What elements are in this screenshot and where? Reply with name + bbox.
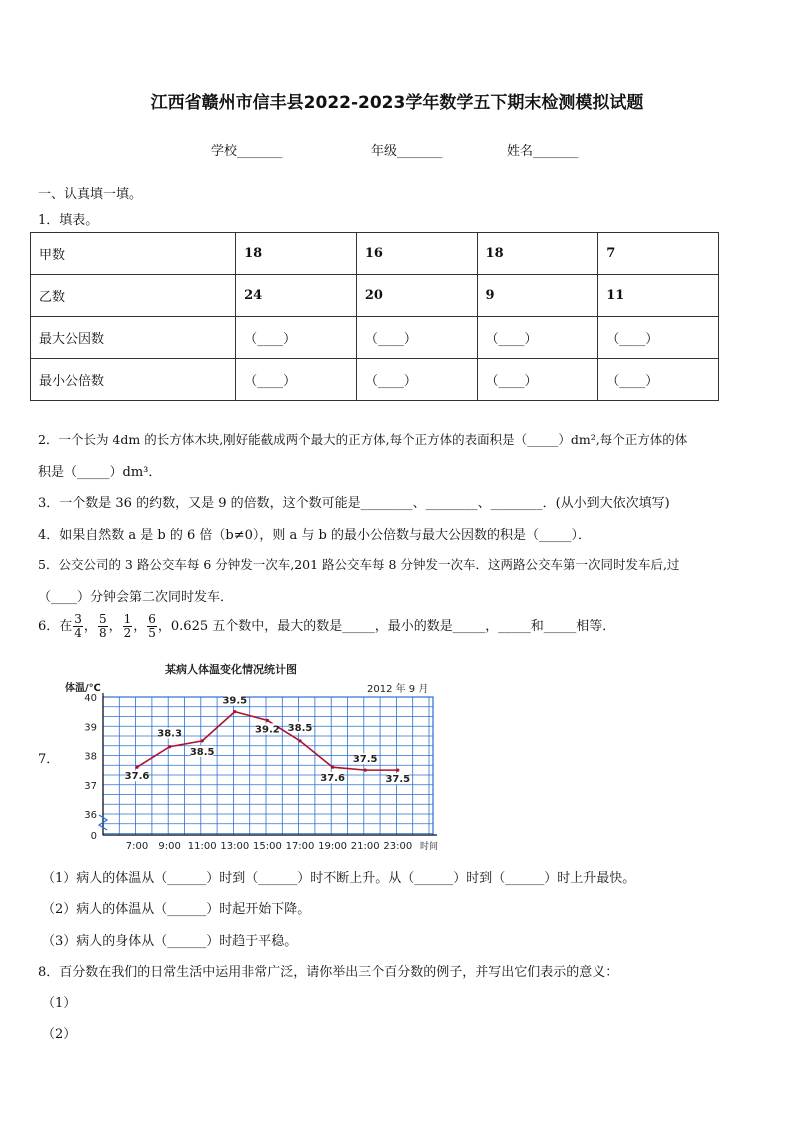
denominator: 8: [98, 626, 107, 640]
x-tick-label: 11:00: [187, 841, 217, 852]
data-label: 37.5: [352, 754, 378, 766]
question-1-label: 1．填表。: [38, 213, 99, 228]
answer-blank[interactable]: （____）: [598, 359, 719, 401]
denominator: 4: [74, 626, 82, 640]
separator: ，: [83, 619, 97, 634]
fraction: [123, 613, 133, 640]
table-cell: 20: [356, 275, 477, 317]
row-head: 最小公倍数: [31, 359, 236, 401]
question-2-line2: 积是（_____）dm³．: [38, 465, 162, 480]
numerator: 3: [74, 612, 82, 626]
question-8-item2: （2）: [42, 1027, 77, 1042]
question-5-line2: （____）分钟会第二次同时发车．: [38, 590, 234, 605]
data-label: 37.6: [320, 773, 345, 785]
data-label: 39.2: [255, 724, 280, 736]
fill-table: [30, 232, 719, 401]
grade-field: 年级_______: [371, 144, 443, 159]
data-point: [201, 739, 204, 742]
x-tick-label: 17:00: [285, 841, 315, 852]
table-cell: 9: [477, 275, 598, 317]
question-7-label: 7．: [38, 752, 60, 767]
data-point: [168, 745, 171, 748]
row-head: 乙数: [31, 275, 236, 317]
x-axis-label: 时间: [420, 842, 439, 852]
numerator: 5: [98, 612, 107, 626]
question-8: 8．百分数在我们的日常生活中运用非常广泛，请你举出三个百分数的例子，并写出它们表示的意义：: [38, 965, 619, 980]
table-cell: 18: [477, 233, 598, 275]
question-6-prefix: 6．在: [38, 619, 73, 634]
temperature-chart: [55, 660, 455, 855]
data-labels: [125, 695, 411, 786]
question-5-line1: 5．公交公司的 3 路公交车每 6 分钟发一次车,201 路公交车每 8 分钟发一次车．这两路公交车第一次同时发车后,过: [38, 557, 680, 572]
x-tick-label: 7:00: [125, 841, 149, 852]
data-label: 37.6: [124, 771, 150, 783]
y-tick-label: 39: [84, 722, 97, 734]
school-field: 学校_______: [211, 144, 283, 159]
answer-blank[interactable]: （____）: [356, 359, 477, 401]
y-tick-label: 40: [84, 693, 97, 704]
y-ticks: [84, 693, 97, 842]
fraction: [73, 613, 83, 640]
table-row: [31, 233, 719, 275]
separator: ，: [108, 619, 122, 634]
question-7-sub1: （1）病人的体温从（______）时到（______）时不断上升。从（______）时到（______）时上升最快。: [42, 871, 636, 886]
data-label: 38.3: [157, 728, 182, 740]
table-cell: 7: [598, 233, 719, 275]
y-tick-label: 37: [84, 780, 97, 792]
y-tick-label: 0: [90, 831, 97, 842]
data-point: [396, 769, 399, 772]
question-3: 3．一个数是 36 的约数，又是 9 的倍数，这个数可能是________、________、________．(从小到大依次填写): [38, 496, 670, 511]
name-field: 姓名_______: [507, 144, 579, 159]
x-tick-label: 21:00: [350, 841, 380, 852]
answer-blank[interactable]: （____）: [356, 317, 477, 359]
table-cell: 16: [356, 233, 477, 275]
answer-blank[interactable]: （____）: [236, 359, 357, 401]
data-point: [331, 766, 334, 769]
chart-grid: [99, 693, 437, 835]
question-6: [38, 613, 615, 640]
data-point: [298, 739, 301, 742]
table-row: [31, 359, 719, 401]
row-head: 甲数: [31, 233, 236, 275]
y-axis-label: 体温/℃: [65, 683, 101, 694]
data-label: 37.5: [385, 774, 411, 786]
y-tick-label: 36: [84, 810, 97, 821]
denominator: 2: [123, 626, 132, 640]
answer-blank[interactable]: （____）: [236, 317, 357, 359]
data-point: [135, 766, 138, 769]
numerator: 1: [123, 612, 132, 626]
fraction: [98, 613, 108, 640]
section-heading: 一、认真填一填。: [38, 187, 143, 202]
table-row: [31, 317, 719, 359]
axis-break: [99, 815, 107, 830]
numerator: 6: [148, 612, 156, 626]
answer-blank[interactable]: （____）: [477, 317, 598, 359]
question-6-suffix: ，0.625 五个数中，最大的数是_____，最小的数是_____，_____和_____相等．: [157, 619, 616, 634]
data-label: 39.5: [222, 695, 248, 707]
y-tick-label: 38: [84, 751, 97, 763]
x-tick-label: 13:00: [220, 841, 250, 852]
x-tick-label: 19:00: [318, 841, 348, 852]
data-point: [266, 719, 269, 722]
x-tick-label: 9:00: [158, 841, 181, 852]
separator: ，: [133, 619, 147, 634]
chart-date: 2012 年 9 月: [367, 684, 429, 695]
question-7-sub2: （2）病人的体温从（______）时起开始下降。: [42, 902, 311, 917]
answer-blank[interactable]: （____）: [598, 317, 719, 359]
row-head: 最大公因数: [31, 317, 236, 359]
x-ticks: [126, 841, 412, 852]
question-2-line1: 2．一个长为 4dm 的长方体木块,刚好能截成两个最大的正方体,每个正方体的表面积是（_____）dm²,每个正方体的体: [38, 432, 688, 447]
table-cell: 11: [598, 275, 719, 317]
chart-title: 某病人体温变化情况统计图: [165, 663, 297, 676]
x-tick-label: 15:00: [252, 841, 282, 852]
x-tick-label: 23:00: [383, 841, 413, 852]
question-8-item1: （1）: [42, 996, 77, 1011]
table-cell: 18: [236, 233, 357, 275]
question-7-sub3: （3）病人的身体从（______）时趋于平稳。: [42, 934, 298, 949]
data-point: [233, 710, 236, 713]
data-point: [364, 769, 367, 772]
fraction: [147, 613, 157, 640]
question-4: 4．如果自然数 a 是 b 的 6 倍（b≠0），则 a 与 b 的最小公倍数与最大公因数的积是（_____）．: [38, 528, 591, 543]
page-title: 江西省赣州市信丰县2022-2023学年数学五下期末检测模拟试题: [150, 93, 644, 113]
data-label: 38.5: [189, 746, 215, 758]
table-cell: 24: [236, 275, 357, 317]
table-row: [31, 275, 719, 317]
answer-blank[interactable]: （____）: [477, 359, 598, 401]
denominator: 5: [148, 626, 156, 640]
data-label: 38.5: [287, 722, 313, 734]
